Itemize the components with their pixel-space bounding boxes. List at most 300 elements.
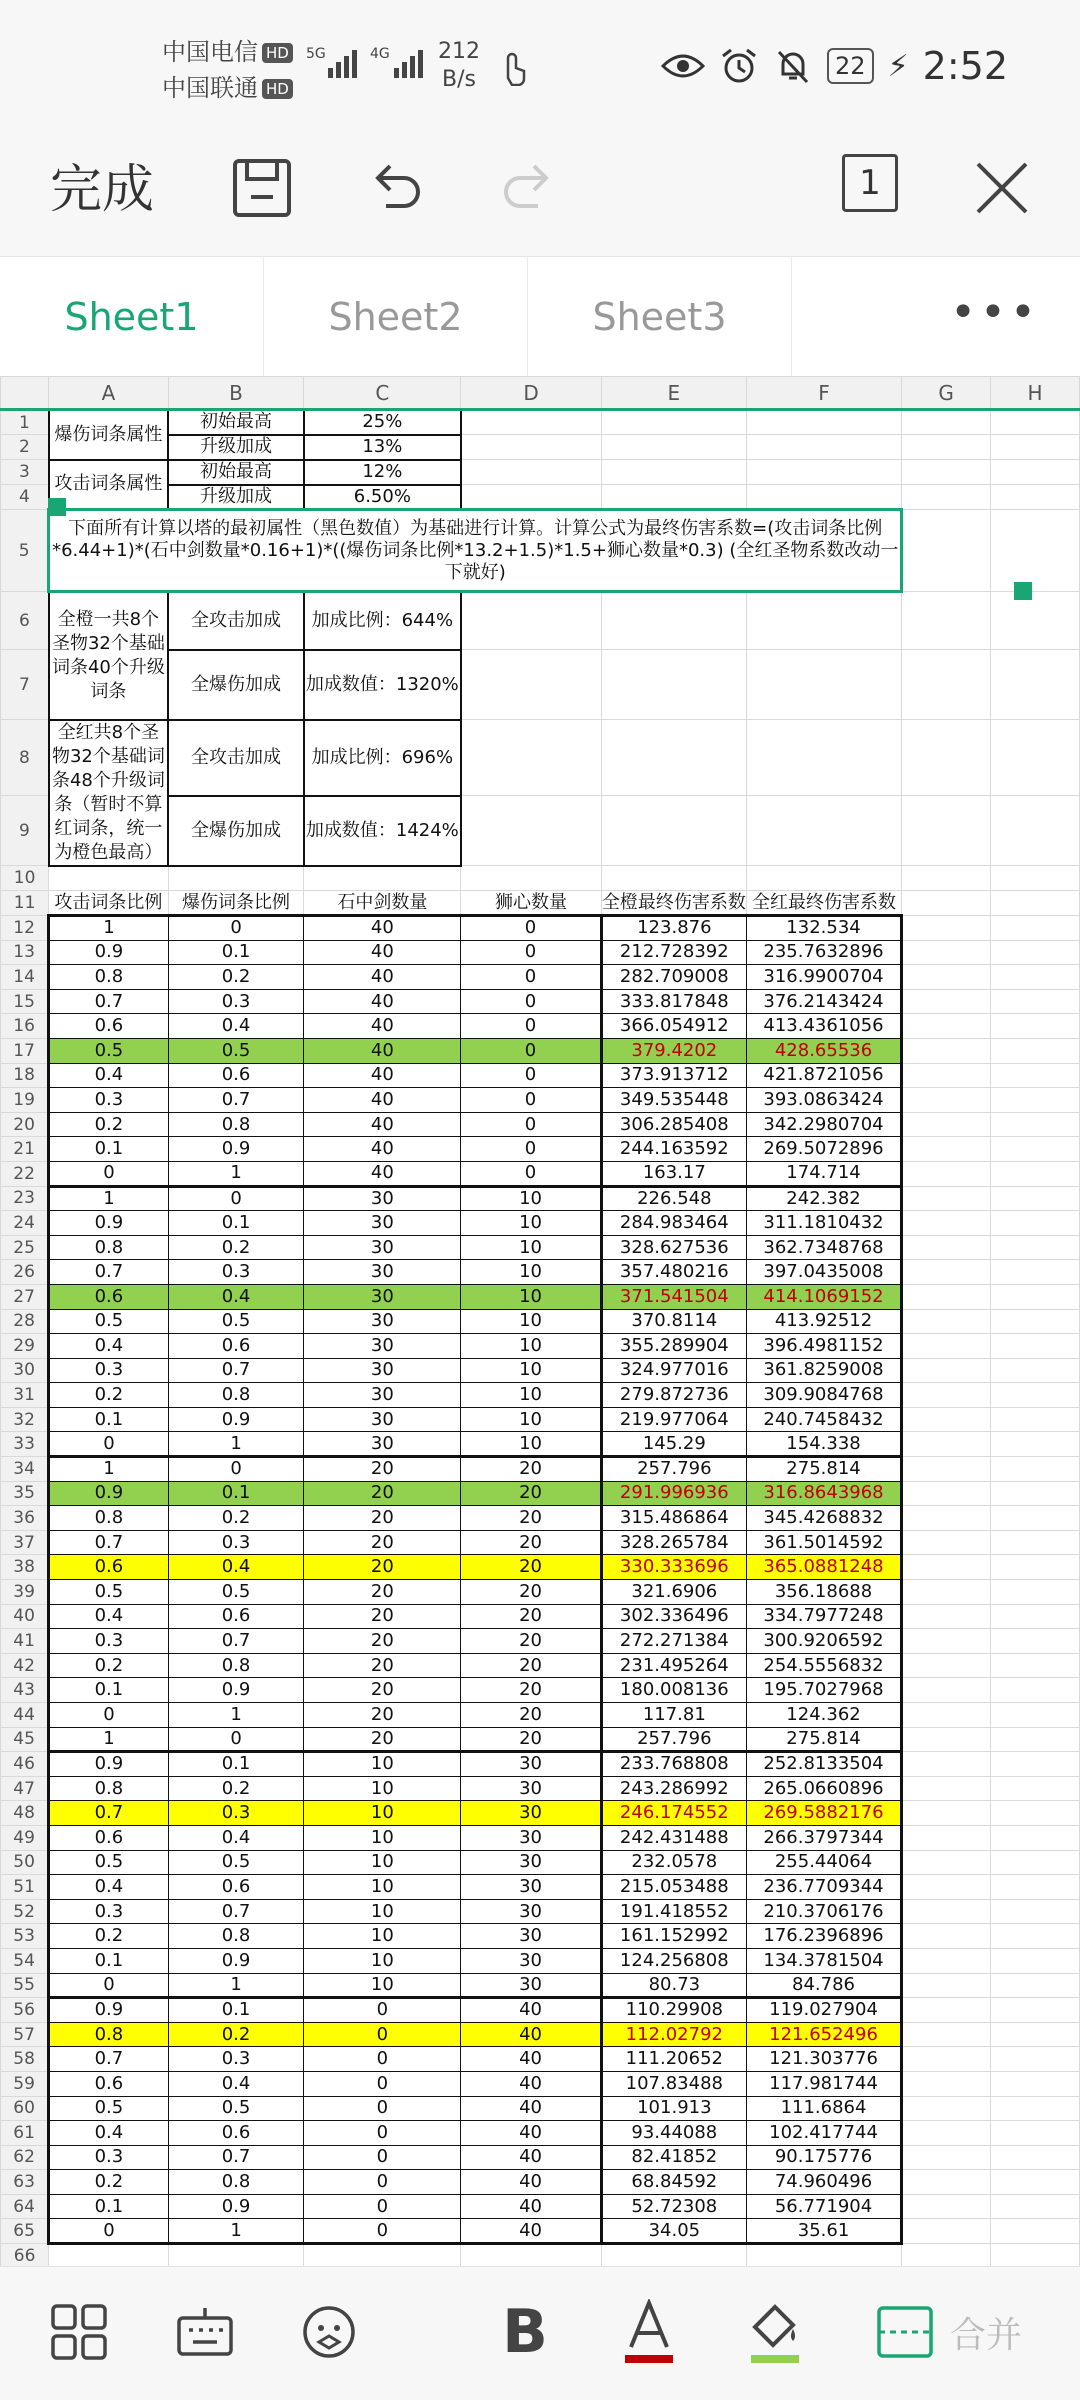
cell[interactable] <box>902 1998 991 2023</box>
cell[interactable]: 0.4 <box>168 1825 304 1850</box>
cell[interactable]: 30 <box>304 1407 461 1432</box>
cell[interactable]: 366.054912 <box>601 1014 746 1039</box>
cell[interactable]: 0.6 <box>49 1555 168 1580</box>
cell[interactable] <box>902 1678 991 1703</box>
cell[interactable]: 0.6 <box>168 1063 304 1088</box>
row-header[interactable]: 21 <box>1 1137 49 1162</box>
cell[interactable]: 242.431488 <box>601 1825 746 1850</box>
cell[interactable] <box>902 1875 991 1900</box>
merge-cells-button[interactable] <box>870 2297 940 2367</box>
cell[interactable] <box>991 2121 1080 2146</box>
cell[interactable] <box>991 1383 1080 1408</box>
row-header[interactable]: 5 <box>1 510 49 592</box>
cell[interactable]: 145.29 <box>601 1432 746 1457</box>
cell[interactable] <box>746 460 901 485</box>
cell[interactable]: 272.271384 <box>601 1629 746 1654</box>
cell[interactable]: 0.8 <box>168 1653 304 1678</box>
cell[interactable]: 111.6864 <box>746 2096 901 2121</box>
cell[interactable]: 20 <box>304 1703 461 1728</box>
cell[interactable] <box>601 796 746 866</box>
cell[interactable] <box>991 1309 1080 1334</box>
cell[interactable] <box>902 720 991 796</box>
cell[interactable]: 10 <box>304 1776 461 1801</box>
cell[interactable]: 328.265784 <box>601 1530 746 1555</box>
cell[interactable]: 275.814 <box>746 1727 901 1752</box>
cell[interactable] <box>902 1924 991 1949</box>
cell[interactable] <box>991 2170 1080 2195</box>
cell[interactable] <box>991 1924 1080 1949</box>
cell[interactable] <box>902 989 991 1014</box>
cell[interactable]: 123.876 <box>601 916 746 941</box>
cell[interactable]: 10 <box>304 1924 461 1949</box>
cell[interactable]: 275.814 <box>746 1457 901 1482</box>
cell[interactable] <box>991 1137 1080 1162</box>
orange-desc[interactable]: 全橙一共8个圣物32个基础词条40个升级词条 <box>49 592 168 720</box>
tab-sheet3[interactable]: Sheet3 <box>528 257 792 377</box>
cell[interactable]: 0 <box>304 2145 461 2170</box>
col-header-d[interactable]: D <box>461 377 602 410</box>
cell[interactable]: 0.7 <box>49 1260 168 1285</box>
cell[interactable] <box>991 460 1080 485</box>
cell[interactable]: 0.9 <box>168 1678 304 1703</box>
cell[interactable] <box>991 1211 1080 1236</box>
cell[interactable]: 0.5 <box>168 1309 304 1334</box>
cell[interactable]: 0.8 <box>49 2022 168 2047</box>
row-header[interactable]: 31 <box>1 1383 49 1408</box>
cell[interactable]: 0 <box>461 989 602 1014</box>
cell[interactable]: 0 <box>461 916 602 941</box>
row-header[interactable]: 23 <box>1 1186 49 1211</box>
cell[interactable] <box>902 1530 991 1555</box>
cell[interactable]: 0.2 <box>49 1653 168 1678</box>
corner-cell[interactable] <box>1 377 49 410</box>
cell[interactable]: 0.6 <box>168 1875 304 1900</box>
cell[interactable]: 309.9084768 <box>746 1383 901 1408</box>
cell[interactable]: 0.4 <box>168 2071 304 2096</box>
cell[interactable] <box>168 866 304 891</box>
cell[interactable] <box>902 1383 991 1408</box>
apps-button[interactable] <box>44 2297 114 2367</box>
cell[interactable]: 25% <box>304 410 461 435</box>
cell[interactable] <box>746 720 901 796</box>
header-cell[interactable]: 爆伤词条比例 <box>168 891 304 916</box>
cell[interactable] <box>902 1014 991 1039</box>
cell[interactable] <box>461 2244 602 2266</box>
cell[interactable] <box>902 410 991 435</box>
cell[interactable]: 34.05 <box>601 2219 746 2244</box>
row-header[interactable]: 1 <box>1 410 49 435</box>
cell[interactable]: 254.5556832 <box>746 1653 901 1678</box>
cell[interactable] <box>991 2145 1080 2170</box>
cell[interactable]: 284.983464 <box>601 1211 746 1236</box>
cell[interactable]: 0.4 <box>49 2121 168 2146</box>
cell[interactable]: 316.8643968 <box>746 1481 901 1506</box>
more-tabs-button[interactable]: ••• <box>950 287 1040 338</box>
cell[interactable] <box>601 866 746 891</box>
cell[interactable]: 0.8 <box>168 1383 304 1408</box>
cell[interactable] <box>902 460 991 485</box>
cell[interactable]: 107.83488 <box>601 2071 746 2096</box>
row-header[interactable]: 24 <box>1 1211 49 1236</box>
cell[interactable]: 0 <box>461 1038 602 1063</box>
cell[interactable]: 244.163592 <box>601 1137 746 1162</box>
cell[interactable]: 0.9 <box>168 1137 304 1162</box>
cell[interactable] <box>902 592 991 650</box>
cell[interactable] <box>991 1653 1080 1678</box>
cell[interactable]: 397.0435008 <box>746 1260 901 1285</box>
cell[interactable]: 0.1 <box>168 1998 304 2023</box>
row-header[interactable]: 19 <box>1 1088 49 1113</box>
cell[interactable]: 0 <box>304 1998 461 2023</box>
row-header[interactable]: 43 <box>1 1678 49 1703</box>
row-header[interactable]: 18 <box>1 1063 49 1088</box>
row-header[interactable]: 27 <box>1 1284 49 1309</box>
cell[interactable]: 0.9 <box>168 1407 304 1432</box>
cell[interactable]: 20 <box>304 1604 461 1629</box>
header-cell[interactable]: 石中剑数量 <box>304 891 461 916</box>
cell[interactable]: 20 <box>461 1457 602 1482</box>
cell[interactable]: 30 <box>304 1186 461 1211</box>
cell[interactable]: 252.8133504 <box>746 1752 901 1777</box>
cell[interactable]: 210.3706176 <box>746 1899 901 1924</box>
cell[interactable]: 0.8 <box>168 1112 304 1137</box>
cell[interactable] <box>461 435 602 460</box>
cell[interactable]: 1 <box>168 1703 304 1728</box>
bold-button[interactable]: B <box>502 2297 548 2367</box>
cell[interactable]: 84.786 <box>746 1973 901 1998</box>
row-header[interactable]: 16 <box>1 1014 49 1039</box>
cell[interactable]: 40 <box>461 2071 602 2096</box>
cell[interactable]: 330.333696 <box>601 1555 746 1580</box>
cell[interactable]: 40 <box>461 2145 602 2170</box>
cell[interactable]: 236.7709344 <box>746 1875 901 1900</box>
cell[interactable]: 0.4 <box>168 1555 304 1580</box>
cell[interactable]: 10 <box>304 1850 461 1875</box>
cell[interactable] <box>902 1112 991 1137</box>
cell[interactable]: 20 <box>461 1580 602 1605</box>
cell[interactable] <box>991 1629 1080 1654</box>
cell[interactable]: 20 <box>304 1555 461 1580</box>
cell[interactable]: 20 <box>461 1703 602 1728</box>
cell[interactable] <box>991 1334 1080 1359</box>
cell[interactable]: 1 <box>168 1432 304 1457</box>
row-header[interactable]: 12 <box>1 916 49 941</box>
cell[interactable]: 全攻击加成 <box>168 720 304 796</box>
cell[interactable]: 30 <box>304 1309 461 1334</box>
cell[interactable] <box>991 1875 1080 1900</box>
cell[interactable]: 0 <box>168 916 304 941</box>
cell[interactable] <box>991 1038 1080 1063</box>
cell[interactable] <box>991 1407 1080 1432</box>
row-header[interactable]: 36 <box>1 1506 49 1531</box>
cell[interactable] <box>991 1112 1080 1137</box>
cell[interactable] <box>991 2047 1080 2072</box>
cell[interactable] <box>902 1973 991 1998</box>
cell[interactable]: 334.7977248 <box>746 1604 901 1629</box>
cell[interactable] <box>902 1260 991 1285</box>
cell[interactable]: 1 <box>168 1973 304 1998</box>
col-header-g[interactable]: G <box>902 377 991 410</box>
cell[interactable]: 20 <box>304 1506 461 1531</box>
cell[interactable] <box>49 866 168 891</box>
cell[interactable]: 0.5 <box>49 1309 168 1334</box>
cell[interactable]: 0.7 <box>168 2145 304 2170</box>
cell[interactable]: 370.8114 <box>601 1309 746 1334</box>
row-header[interactable]: 6 <box>1 592 49 650</box>
cell[interactable]: 30 <box>304 1334 461 1359</box>
cell[interactable]: 111.20652 <box>601 2047 746 2072</box>
cell[interactable]: 初始最高 <box>168 460 304 485</box>
cell[interactable] <box>902 435 991 460</box>
cell[interactable]: 30 <box>461 1948 602 1973</box>
row-header[interactable]: 29 <box>1 1334 49 1359</box>
cell[interactable]: 20 <box>304 1457 461 1482</box>
cell[interactable]: 269.5072896 <box>746 1137 901 1162</box>
cell[interactable] <box>461 460 602 485</box>
cell[interactable]: 333.817848 <box>601 989 746 1014</box>
cell[interactable] <box>991 1358 1080 1383</box>
undo-button[interactable] <box>358 150 434 226</box>
cell[interactable]: 0.7 <box>168 1088 304 1113</box>
redo-button[interactable] <box>490 150 566 226</box>
cell[interactable]: 0.9 <box>168 2194 304 2219</box>
cell[interactable] <box>461 720 602 796</box>
cell[interactable]: 30 <box>304 1358 461 1383</box>
cell[interactable]: 226.548 <box>601 1186 746 1211</box>
cell[interactable] <box>902 2244 991 2266</box>
row-header[interactable]: 47 <box>1 1776 49 1801</box>
row-header[interactable]: 14 <box>1 965 49 990</box>
cell[interactable]: 0.3 <box>168 1530 304 1555</box>
cell[interactable]: 82.41852 <box>601 2145 746 2170</box>
cell[interactable]: 40 <box>461 2022 602 2047</box>
cell[interactable] <box>461 485 602 510</box>
cell[interactable] <box>902 866 991 891</box>
cell[interactable] <box>991 891 1080 916</box>
row-header[interactable]: 35 <box>1 1481 49 1506</box>
cell[interactable]: 379.4202 <box>601 1038 746 1063</box>
cell[interactable] <box>991 1235 1080 1260</box>
cell[interactable]: 1 <box>49 1727 168 1752</box>
cell[interactable]: 40 <box>461 2121 602 2146</box>
cell[interactable]: 0.7 <box>49 1801 168 1826</box>
cell[interactable] <box>991 1530 1080 1555</box>
cell[interactable] <box>991 435 1080 460</box>
cell[interactable] <box>991 916 1080 941</box>
cell[interactable]: 102.417744 <box>746 2121 901 2146</box>
cell[interactable] <box>902 2022 991 2047</box>
cell[interactable]: 1 <box>168 1161 304 1186</box>
cell[interactable] <box>902 1703 991 1728</box>
cell[interactable]: 40 <box>304 1063 461 1088</box>
cell[interactable] <box>902 1653 991 1678</box>
cell[interactable]: 0.2 <box>168 2022 304 2047</box>
cell[interactable] <box>902 1948 991 1973</box>
cell[interactable]: 0 <box>304 2096 461 2121</box>
cell[interactable]: 30 <box>461 1875 602 1900</box>
cell[interactable]: 40 <box>304 1112 461 1137</box>
row-header[interactable]: 62 <box>1 2145 49 2170</box>
cell[interactable]: 0 <box>304 2022 461 2047</box>
cell[interactable] <box>461 410 602 435</box>
cell[interactable] <box>601 2244 746 2266</box>
cell[interactable]: 20 <box>461 1629 602 1654</box>
cell[interactable]: 40 <box>461 2219 602 2244</box>
cell[interactable]: 0 <box>168 1457 304 1482</box>
cell[interactable]: 174.714 <box>746 1161 901 1186</box>
row-header[interactable]: 60 <box>1 2096 49 2121</box>
cell[interactable] <box>461 866 602 891</box>
cell[interactable]: 257.796 <box>601 1727 746 1752</box>
row-header[interactable]: 59 <box>1 2071 49 2096</box>
cell[interactable] <box>991 720 1080 796</box>
cell[interactable]: 413.92512 <box>746 1309 901 1334</box>
cell[interactable] <box>461 650 602 720</box>
cell[interactable] <box>461 592 602 650</box>
cell[interactable]: 40 <box>461 2096 602 2121</box>
selection-handle-end[interactable] <box>1014 582 1032 600</box>
cell[interactable] <box>991 410 1080 435</box>
cell[interactable]: 升级加成 <box>168 435 304 460</box>
cell[interactable]: 0.5 <box>168 2096 304 2121</box>
cell[interactable]: 0.1 <box>49 1137 168 1162</box>
cell[interactable]: 40 <box>461 2047 602 2072</box>
cell[interactable]: 40 <box>461 1998 602 2023</box>
cell[interactable]: 40 <box>304 965 461 990</box>
cell[interactable]: 124.362 <box>746 1703 901 1728</box>
cell[interactable]: 0.3 <box>49 2145 168 2170</box>
cell[interactable]: 0.1 <box>49 2194 168 2219</box>
cell[interactable]: 0 <box>461 940 602 965</box>
cell[interactable] <box>991 592 1080 650</box>
cell[interactable]: 10 <box>461 1407 602 1432</box>
row-header[interactable]: 13 <box>1 940 49 965</box>
row-header[interactable]: 58 <box>1 2047 49 2072</box>
row-header[interactable]: 49 <box>1 1825 49 1850</box>
row-header[interactable]: 52 <box>1 1899 49 1924</box>
cell[interactable]: 110.29908 <box>601 1998 746 2023</box>
cell[interactable]: 0.2 <box>49 1924 168 1949</box>
cell[interactable]: 413.4361056 <box>746 1014 901 1039</box>
cell[interactable] <box>991 940 1080 965</box>
cell[interactable]: 0.5 <box>49 1038 168 1063</box>
cell[interactable]: 121.303776 <box>746 2047 901 2072</box>
cell[interactable]: 161.152992 <box>601 1924 746 1949</box>
cell[interactable]: 361.8259008 <box>746 1358 901 1383</box>
cell[interactable]: 0.9 <box>168 1948 304 1973</box>
cell[interactable]: 0.9 <box>49 940 168 965</box>
cell[interactable]: 0.6 <box>168 2121 304 2146</box>
cell[interactable]: 20 <box>461 1727 602 1752</box>
cell[interactable]: 0 <box>49 1703 168 1728</box>
cell[interactable]: 342.2980704 <box>746 1112 901 1137</box>
tab-sheet2[interactable]: Sheet2 <box>264 257 528 377</box>
cell[interactable]: 315.486864 <box>601 1506 746 1531</box>
cell[interactable]: 20 <box>304 1530 461 1555</box>
cell[interactable]: 10 <box>461 1260 602 1285</box>
cell[interactable] <box>902 1432 991 1457</box>
cell[interactable] <box>991 1825 1080 1850</box>
header-cell[interactable]: 狮心数量 <box>461 891 602 916</box>
cell[interactable]: 233.768808 <box>601 1752 746 1777</box>
row-header[interactable]: 25 <box>1 1235 49 1260</box>
cell[interactable] <box>991 1014 1080 1039</box>
cell[interactable]: 加成比例：696% <box>304 720 461 796</box>
save-button[interactable] <box>224 150 300 226</box>
col-header-b[interactable]: B <box>168 377 304 410</box>
cell[interactable] <box>902 1161 991 1186</box>
cell[interactable]: 0 <box>304 2170 461 2195</box>
cell[interactable]: 30 <box>461 1973 602 1998</box>
cell[interactable]: 0.7 <box>168 1899 304 1924</box>
row-header[interactable]: 28 <box>1 1309 49 1334</box>
cell[interactable] <box>991 1752 1080 1777</box>
cell[interactable]: 0.7 <box>168 1358 304 1383</box>
cell[interactable]: 升级加成 <box>168 485 304 510</box>
cell[interactable]: 0 <box>49 1432 168 1457</box>
cell[interactable]: 0.3 <box>168 2047 304 2072</box>
cell[interactable]: 30 <box>461 1776 602 1801</box>
cell[interactable] <box>902 485 991 510</box>
assistant-button[interactable] <box>294 2297 364 2367</box>
cell[interactable] <box>746 650 901 720</box>
cell[interactable]: 0.2 <box>49 1112 168 1137</box>
row-header[interactable]: 42 <box>1 1653 49 1678</box>
cell[interactable]: 242.382 <box>746 1186 901 1211</box>
cell[interactable]: 40 <box>461 2170 602 2195</box>
cell[interactable]: 20 <box>461 1506 602 1531</box>
row-header[interactable]: 22 <box>1 1161 49 1186</box>
cell[interactable]: 30 <box>461 1924 602 1949</box>
cell[interactable]: 0.8 <box>49 965 168 990</box>
cell[interactable]: 0.1 <box>49 1948 168 1973</box>
cell[interactable]: 176.2396896 <box>746 1924 901 1949</box>
col-header-a[interactable]: A <box>49 377 168 410</box>
cell[interactable] <box>902 1825 991 1850</box>
cell[interactable] <box>991 1899 1080 1924</box>
row-header[interactable]: 65 <box>1 2219 49 2244</box>
cell[interactable] <box>902 1776 991 1801</box>
cell[interactable]: 0 <box>461 1063 602 1088</box>
selection-handle-start[interactable] <box>48 498 66 516</box>
cell[interactable]: 321.6906 <box>601 1580 746 1605</box>
cell[interactable]: 30 <box>461 1850 602 1875</box>
cell[interactable]: 0.3 <box>168 1801 304 1826</box>
row-header[interactable]: 38 <box>1 1555 49 1580</box>
cell[interactable]: 80.73 <box>601 1973 746 1998</box>
cell[interactable]: 0 <box>461 965 602 990</box>
cell[interactable] <box>902 1899 991 1924</box>
cell[interactable] <box>991 510 1080 592</box>
done-button[interactable]: 完成 <box>50 160 155 220</box>
row-header[interactable]: 40 <box>1 1604 49 1629</box>
cell[interactable] <box>746 2244 901 2266</box>
cell[interactable] <box>902 1727 991 1752</box>
cell[interactable] <box>991 2219 1080 2244</box>
cell[interactable] <box>902 2096 991 2121</box>
row-header[interactable]: 33 <box>1 1432 49 1457</box>
cell[interactable] <box>902 1038 991 1063</box>
cell[interactable]: 10 <box>461 1334 602 1359</box>
cell[interactable]: 0 <box>168 1727 304 1752</box>
cell[interactable] <box>991 1161 1080 1186</box>
cell[interactable]: 40 <box>304 1137 461 1162</box>
cell[interactable] <box>991 1580 1080 1605</box>
cell[interactable] <box>601 410 746 435</box>
cell[interactable] <box>991 1555 1080 1580</box>
cell[interactable] <box>902 2170 991 2195</box>
row-header[interactable]: 44 <box>1 1703 49 1728</box>
